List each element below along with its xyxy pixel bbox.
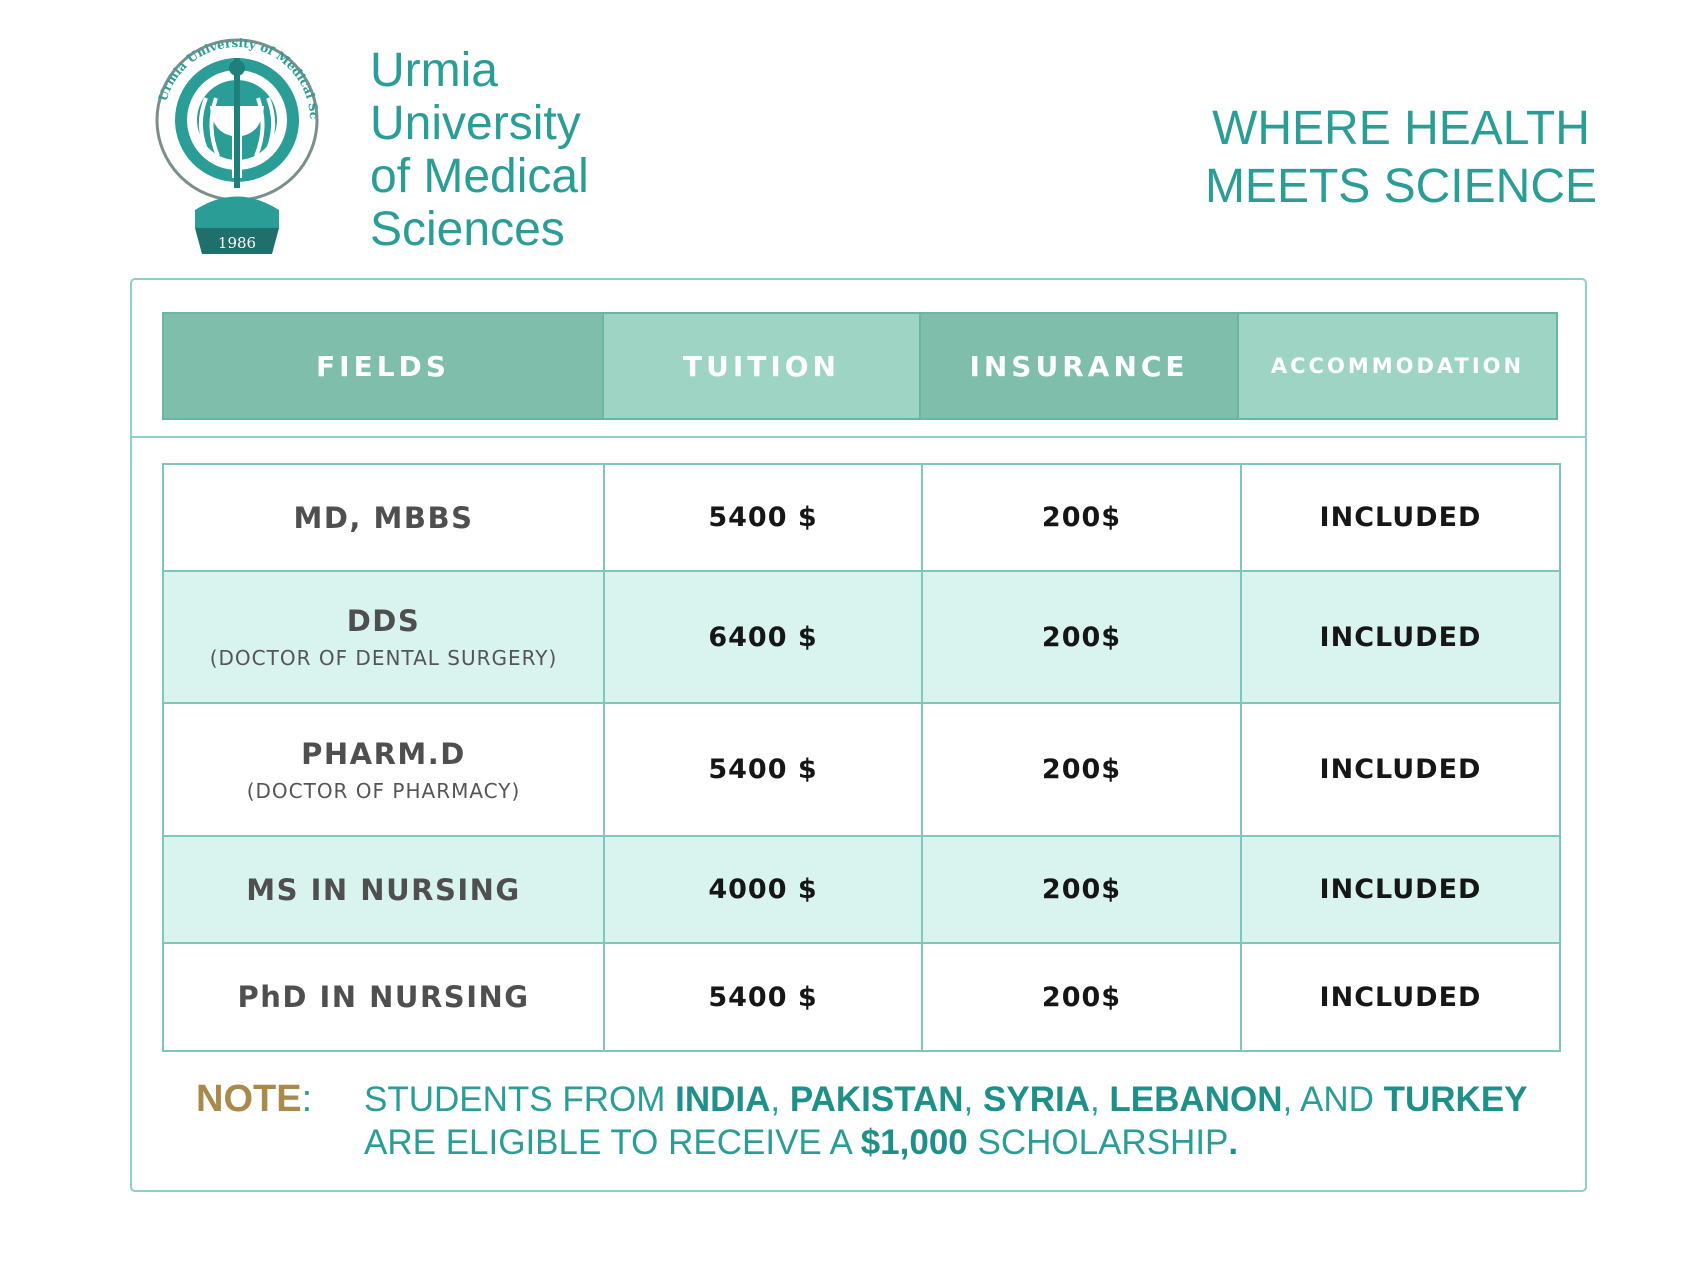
field-name: PHARM.D <box>301 736 466 771</box>
tuition-cell: 4000 $ <box>604 836 922 943</box>
note-separator: , AND <box>1282 1080 1384 1119</box>
university-name-line-3: of Medical <box>370 150 589 203</box>
insurance-cell: 200$ <box>922 943 1241 1051</box>
tuition-cell: 5400 $ <box>604 943 922 1051</box>
note-period: . <box>1228 1123 1239 1162</box>
accommodation-cell: INCLUDED <box>1241 571 1560 703</box>
field-name: DDS <box>346 604 421 638</box>
university-name <box>370 44 589 256</box>
note-label <box>196 1078 312 1121</box>
note-separator: , <box>1089 1080 1110 1119</box>
note-label-text: NOTE <box>196 1078 302 1120</box>
tuition-cell: 5400 $ <box>604 464 922 571</box>
tuition-cell: 6400 $ <box>604 571 922 703</box>
university-logo <box>150 28 325 260</box>
accommodation-cell: INCLUDED <box>1241 703 1560 836</box>
tagline <box>1205 100 1597 216</box>
table-row <box>163 836 1560 943</box>
table-row <box>163 943 1560 1051</box>
university-name-line-2: University <box>370 97 581 150</box>
header-accommodation: ACCOMMODATION <box>1239 314 1556 418</box>
header-insurance: INSURANCE <box>921 314 1239 418</box>
field-cell <box>163 703 604 836</box>
svg-text:Urmia University of Medical Sc: Urmia University of Medical Sc <box>155 35 322 120</box>
table-header <box>162 312 1558 420</box>
note-country: PAKISTAN <box>789 1080 964 1119</box>
header-tuition: TUITION <box>604 314 921 418</box>
field-cell <box>163 464 604 571</box>
insurance-cell: 200$ <box>922 703 1241 836</box>
accommodation-cell: INCLUDED <box>1241 943 1560 1051</box>
field-cell <box>163 836 604 943</box>
note-separator: , <box>963 1080 983 1119</box>
note-body <box>364 1078 1536 1164</box>
table-row <box>163 703 1560 836</box>
field-name: MS IN NURSING <box>246 872 521 907</box>
field-subtitle: (DOCTOR OF PHARMACY) <box>246 778 521 803</box>
field-name: MD, MBBS <box>293 500 474 535</box>
scholarship-note <box>196 1078 1536 1164</box>
header-divider <box>132 436 1585 438</box>
university-name-line-1: Urmia <box>370 44 498 97</box>
accommodation-cell: INCLUDED <box>1241 464 1560 571</box>
tagline-line-2: MEETS SCIENCE <box>1204 160 1597 213</box>
tuition-cell: 5400 $ <box>604 703 922 836</box>
note-country: SYRIA <box>983 1080 1090 1119</box>
header-fields: FIELDS <box>164 314 604 418</box>
tagline-line-1: WHERE HEALTH <box>1212 102 1590 155</box>
insurance-cell: 200$ <box>922 836 1241 943</box>
field-subtitle: (DOCTOR OF DENTAL SURGERY) <box>209 646 558 670</box>
note-label-colon: : <box>301 1078 313 1120</box>
table-row <box>163 464 1560 571</box>
note-country: LEBANON <box>1109 1080 1283 1119</box>
field-name: PhD IN NURSING <box>237 980 530 1014</box>
field-cell <box>163 571 604 703</box>
university-name-line-4: Sciences <box>370 203 565 256</box>
note-text: SCHOLARSHIP <box>967 1123 1229 1162</box>
insurance-cell: 200$ <box>922 571 1241 703</box>
accommodation-cell: INCLUDED <box>1241 836 1560 943</box>
fees-table <box>162 463 1561 1052</box>
note-text: ARE ELIGIBLE TO RECEIVE A <box>364 1123 861 1162</box>
university-seal-icon <box>150 28 325 260</box>
note-country: TURKEY <box>1383 1080 1528 1119</box>
note-country: INDIA <box>675 1080 771 1119</box>
note-text: STUDENTS FROM <box>364 1080 676 1119</box>
scholarship-amount: $1,000 <box>860 1123 968 1162</box>
table-row <box>163 571 1560 703</box>
insurance-cell: 200$ <box>922 464 1241 571</box>
field-cell <box>163 943 604 1051</box>
svg-text:1986: 1986 <box>217 234 257 252</box>
note-separator: , <box>770 1080 790 1119</box>
